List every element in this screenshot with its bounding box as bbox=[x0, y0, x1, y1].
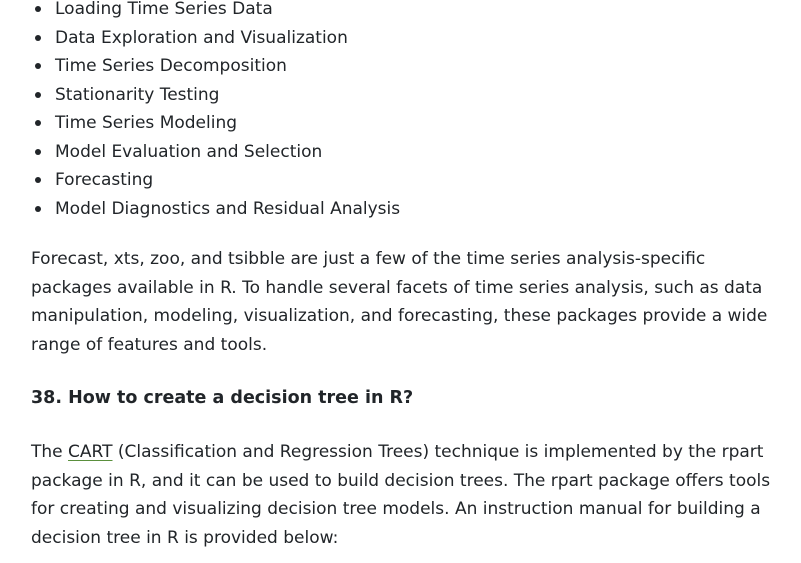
bullet-icon bbox=[35, 177, 41, 183]
list-item-text: Loading Time Series Data bbox=[55, 0, 273, 19]
bullet-icon bbox=[35, 92, 41, 98]
list-item bbox=[31, 0, 400, 24]
bullet-icon bbox=[35, 63, 41, 69]
list-item-text: Time Series Modeling bbox=[55, 113, 238, 133]
list-item bbox=[31, 24, 400, 53]
list-item-text: Data Exploration and Visualization bbox=[55, 27, 348, 48]
packages-paragraph: Forecast, xts, zoo, and tsibble are just a few of the time series analysis-specific packages available in R. To handle several facets of time series analysis, such as data manipulation, modeling, visualization, and forecasting, these packages provide a wide range of features and tools. bbox=[31, 249, 768, 356]
bullet-icon bbox=[35, 149, 41, 155]
list-item-text: Stationarity Testing bbox=[55, 84, 220, 105]
list-item bbox=[31, 166, 400, 195]
list-item-text: Forecasting bbox=[55, 170, 154, 190]
question-heading: 38. How to create a decision tree in R? bbox=[31, 388, 414, 408]
paragraph-prefix: The bbox=[31, 442, 69, 462]
list-item-text: Model Diagnostics and Residual Analysis bbox=[55, 198, 401, 219]
list-item bbox=[31, 195, 400, 224]
list-item bbox=[31, 52, 400, 81]
bullet-icon bbox=[35, 35, 41, 41]
list-item bbox=[31, 138, 400, 167]
decision-tree-paragraph bbox=[31, 438, 771, 553]
bullet-icon bbox=[35, 120, 41, 126]
list-item bbox=[31, 81, 400, 110]
paragraph-suffix: (Classification and Regression Trees) technique is implemented by the rpart package in R, and it can be used to build decision trees. The rpart package offers tools for creating and visualizing decision tree models. An instruction manual for building a decision tree in R is provided below: bbox=[31, 442, 771, 549]
list-item-text: Time Series Decomposition bbox=[55, 56, 287, 76]
list-item-text: Model Evaluation and Selection bbox=[55, 141, 323, 162]
bullet-icon bbox=[35, 6, 41, 12]
cart-link[interactable]: CART bbox=[68, 442, 113, 462]
list-item bbox=[31, 109, 400, 138]
bullet-icon bbox=[35, 206, 41, 212]
topic-list bbox=[31, 0, 400, 223]
